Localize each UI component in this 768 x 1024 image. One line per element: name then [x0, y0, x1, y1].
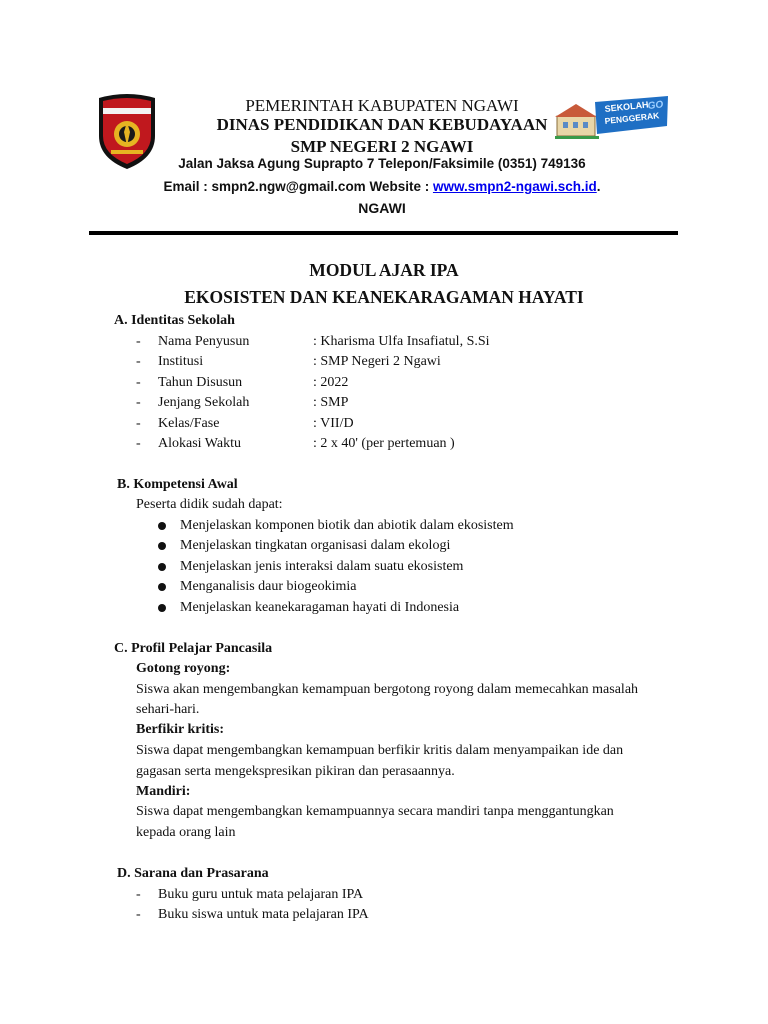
profile-mandiri-title: Mandiri: [136, 784, 191, 799]
profile-gotong-royong-text: Siswa akan mengembangkan kemampuan bergotong royong dalam memecahkan masalah [136, 682, 639, 697]
profile-gotong-royong-title: Gotong royong: [136, 661, 231, 676]
identity-label: Jenjang Sekolah [158, 395, 250, 410]
dash: - [136, 375, 141, 390]
identity-value: : SMP Negeri 2 Ngawi [313, 354, 441, 369]
dash: - [136, 416, 141, 431]
profile-berfikir-kritis-text-2: gagasan serta mengekspresikan pikiran dan perasaannya. [136, 764, 455, 779]
list-item-text: Menjelaskan tingkatan organisasi dalam ekologi [180, 538, 451, 553]
profile-mandiri-text-2: kepada orang lain [136, 825, 236, 840]
identity-value: : 2022 [313, 375, 349, 390]
dash: - [136, 395, 141, 410]
identity-label: Nama Penyusun [158, 334, 250, 349]
section-d-heading: D. Sarana dan Prasarana [117, 866, 269, 881]
website-link[interactable]: www.smpn2-ngawi.sch.id [432, 179, 597, 194]
badge-text-2: PENGGERAK [604, 110, 660, 126]
letterhead-line-2: DINAS PENDIDIKAN DAN KEBUDAYAAN [216, 115, 548, 134]
dash: - [136, 436, 141, 451]
profile-gotong-royong-text-2: sehari-hari. [136, 702, 200, 717]
document-title: MODUL AJAR IPA [309, 260, 459, 280]
identity-value: : 2 x 40' (per pertemuan ) [313, 436, 455, 451]
identity-value: : Kharisma Ulfa Insafiatul, S.Si [313, 334, 490, 349]
profile-mandiri-text: Siswa dapat mengembangkan kemampuannya secara mandiri tanpa menggantungkan [136, 804, 614, 819]
letterhead-line-1: PEMERINTAH KABUPATEN NGAWI [245, 96, 519, 115]
letterhead-city: NGAWI [358, 200, 406, 216]
list-item-text: Buku guru untuk mata pelajaran IPA [158, 887, 364, 902]
list-item-text: Buku siswa untuk mata pelajaran IPA [158, 907, 369, 922]
section-c-heading: C. Profil Pelajar Pancasila [114, 641, 273, 656]
badge-mark: GO [647, 99, 664, 112]
list-item-text: Menganalisis daur biogeokimia [180, 579, 357, 594]
dash: - [136, 354, 141, 369]
identity-value: : SMP [313, 395, 349, 410]
profile-berfikir-kritis-text: Siswa dapat mengembangkan kemampuan berfikir kritis dalam menyampaikan ide dan [136, 743, 624, 758]
bullet-icon [158, 522, 166, 530]
dash: - [136, 334, 141, 349]
dash: - [136, 907, 141, 922]
dash: - [136, 887, 141, 902]
identity-label: Tahun Disusun [158, 375, 243, 390]
list-item-text: Menjelaskan jenis interaksi dalam suatu ekosistem [180, 559, 464, 574]
letterhead-contact [0, 179, 766, 194]
section-b-heading: B. Kompetensi Awal [117, 477, 238, 492]
profile-berfikir-kritis-title: Berfikir kritis: [136, 722, 225, 737]
letterhead-address: Jalan Jaksa Agung Suprapto 7 Telepon/Faksimile (0351) 749136 [178, 156, 586, 171]
email-text: Email : smpn2.ngw@gmail.com Website : [163, 179, 433, 194]
document-subtitle: EKOSISTEN DAN KEANEKARAGAMAN HAYATI [184, 287, 584, 307]
identity-label: Alokasi Waktu [158, 436, 241, 451]
section-a-heading: A. Identitas Sekolah [114, 313, 235, 328]
badge-text-1: SEKOLAH [604, 99, 649, 114]
list-item-text: Menjelaskan komponen biotik dan abiotik dalam ekosistem [180, 518, 514, 533]
bullet-icon [158, 542, 166, 550]
letterhead-line-3: SMP NEGERI 2 NGAWI [290, 137, 474, 156]
list-item-text: Menjelaskan keanekaragaman hayati di Indonesia [180, 600, 460, 615]
identity-value: : VII/D [313, 416, 354, 431]
letterhead-divider [89, 231, 678, 235]
identity-label: Kelas/Fase [158, 416, 220, 431]
bullet-icon [158, 604, 166, 612]
bullet-icon [158, 583, 166, 591]
bullet-icon [158, 563, 166, 571]
contact-suffix: . [596, 179, 601, 194]
section-b-intro: Peserta didik sudah dapat: [136, 497, 283, 512]
identity-label: Institusi [158, 354, 204, 369]
